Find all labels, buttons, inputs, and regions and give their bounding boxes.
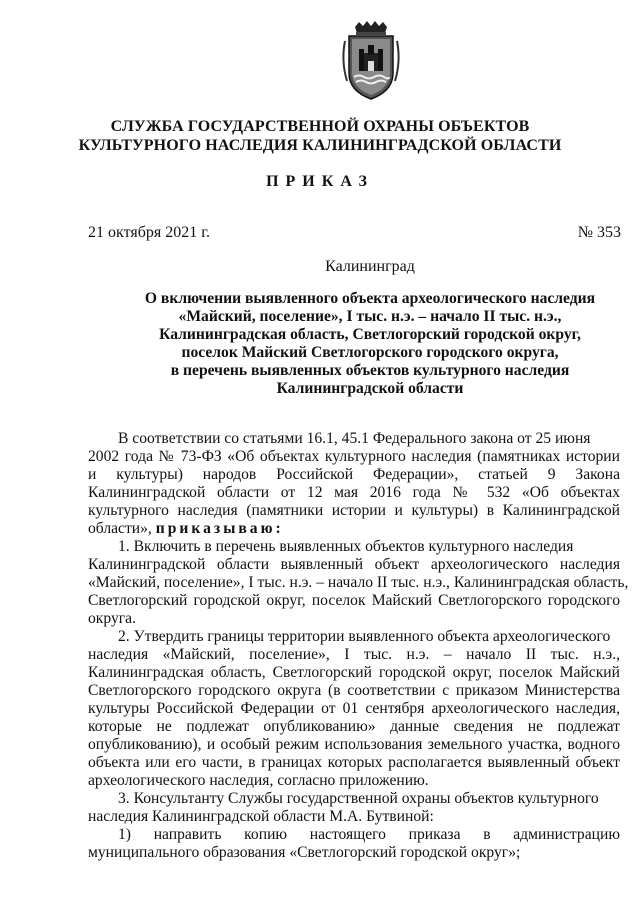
agency-name-line1: СЛУЖБА ГОСУДАРСТВЕННОЙ ОХРАНЫ ОБЪЕКТОВ — [110, 118, 530, 135]
order-number: № 353 — [577, 224, 621, 241]
text-line: археологического наследия, согласно приложению. — [88, 772, 429, 789]
text-line: Светлогорского городского округа (в соответствии с приказом Министерства — [88, 682, 620, 699]
order-title: ПРИКАЗ — [266, 173, 374, 190]
text-line: которые не подлежат опубликованию» данные сведения не подлежат — [88, 718, 620, 735]
item-1-paragraph — [88, 538, 629, 628]
text-line: муниципального образования «Светлогорский городской округ»; — [88, 844, 521, 861]
item-3-1-paragraph — [88, 826, 620, 862]
text-line: 1) направить копию настоящего приказа в администрацию — [118, 826, 620, 843]
subject-line: Калининградской области — [276, 380, 464, 397]
agency-name-line2: КУЛЬТУРНОГО НАСЛЕДИЯ КАЛИНИНГРАДСКОЙ ОБЛАСТИ — [78, 137, 562, 154]
item-2-paragraph — [88, 628, 620, 790]
text-line: «Майский, поселение», I тыс. н.э. – начало II тыс. н.э., Калининградская область, — [88, 574, 629, 591]
text-line: Светлогорский городской округ, поселок Майский Светлогорского городского — [88, 592, 620, 609]
text-line: Калининградской области от 12 мая 2016 года № 532 «Об объектах — [88, 484, 620, 501]
text-line: 2. Утвердить границы территории выявленного объекта археологического — [118, 628, 611, 645]
text-line: опубликованию), и особый режим использования земельного участка, водного — [88, 736, 620, 753]
text-line: округа. — [88, 610, 136, 627]
coat-of-arms-icon — [337, 21, 405, 101]
order-word: приказываю: — [155, 520, 284, 537]
subject-line: О включении выявленного объекта археологического наследия — [144, 290, 596, 307]
subject-line: поселок Майский Светлогорского городского округа, — [181, 344, 559, 361]
subject-line: Калининградская область, Светлогорский городской округ, — [159, 326, 581, 343]
order-date: 21 октября 2021 г. — [88, 224, 210, 241]
text-line: 1. Включить в перечень выявленных объектов культурного наследия — [118, 538, 574, 555]
text-line — [88, 520, 620, 538]
text-line: наследия Калининградской области М.А. Бутвиной: — [88, 808, 434, 825]
subject-line: «Майский, поселение», I тыс. н.э. – начало II тыс. н.э., — [178, 308, 562, 325]
text-line: объекта или его части, в границах которых располагается выявленный объект — [88, 754, 620, 771]
item-3-paragraph — [88, 790, 620, 826]
text-line: Калининградской области выявленный объект археологического наследия — [88, 556, 620, 573]
text-line: наследия «Майский, поселение», I тыс. н.э. – начало II тыс. н.э., — [88, 646, 620, 663]
preamble-paragraph — [88, 430, 620, 538]
text-line: Калининградская область, Светлогорский городской округ, поселок Майский — [88, 664, 620, 681]
subject-line: в перечень выявленных объектов культурного наследия — [170, 362, 570, 379]
text-line: 2002 года № 73-ФЗ «Об объектах культурного наследия (памятниках истории — [88, 448, 620, 465]
text-line: культуры Российской Федерации от 01 сентября археологического наследия, — [88, 700, 620, 717]
text-line: 3. Консультанту Службы государственной охраны объектов культурного — [118, 790, 599, 807]
text-line: В соответствии со статьями 16.1, 45.1 Федерального закона от 25 июня — [118, 430, 591, 447]
text-line: культурного наследия (памятники истории и культуры) в Калининградской — [88, 502, 620, 519]
text-fragment: области», — [88, 520, 152, 537]
order-city: Калининград — [325, 258, 415, 275]
order-subject — [130, 290, 610, 398]
text-line: и культуры) народов Российской Федерации», статьей 9 Закона — [88, 466, 620, 483]
